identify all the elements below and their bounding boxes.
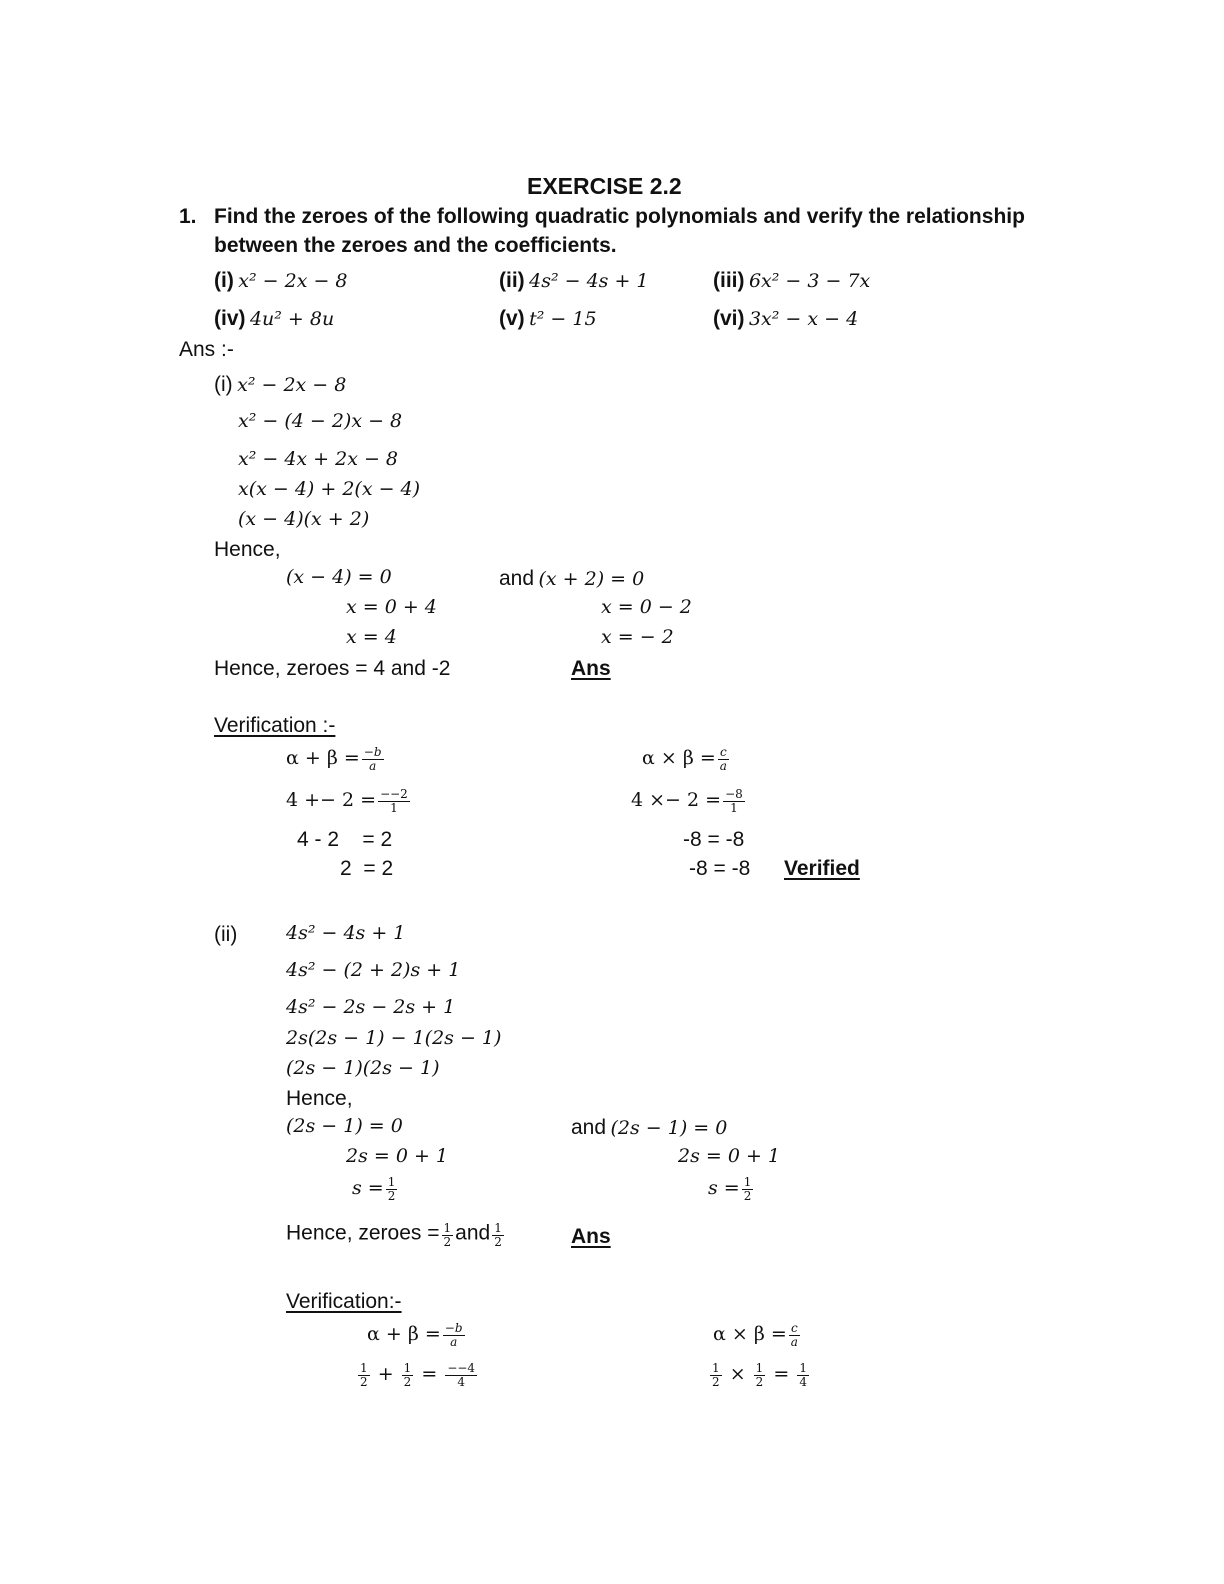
eq-lhs: s = (352, 1177, 384, 1200)
times-sign: × (729, 1363, 746, 1386)
and-label: and (455, 1221, 491, 1245)
solution-ii-step-1: 4s² − 4s + 1 (286, 922, 406, 944)
part-expr: x² − 2x − 8 (238, 270, 348, 292)
eq-expr: (x + 2) = 0 (538, 568, 645, 590)
left-eq-3: x = 4 (346, 626, 397, 648)
numerator: 1 (443, 1221, 452, 1235)
denominator: a (369, 758, 377, 773)
denominator: 2 (743, 1188, 752, 1203)
fraction (492, 1222, 504, 1248)
ans-marker: Ans (571, 1225, 611, 1248)
solution-ii-step-4: 2s(2s − 1) − 1(2s − 1) (286, 1027, 502, 1049)
hence-label: Hence, (214, 538, 281, 561)
fraction (386, 1176, 398, 1202)
denominator: 1 (390, 800, 398, 815)
fraction (445, 1362, 477, 1388)
numerator: 1 (712, 1361, 720, 1375)
denominator: 1 (730, 800, 738, 815)
solution-i-step-2: x² − (4 − 2)x − 8 (238, 410, 403, 432)
right-eq-2: x = 0 − 2 (601, 596, 692, 618)
part-expr: 4u² + 8u (249, 308, 335, 330)
left-eq-2: 2s = 0 + 1 (346, 1145, 449, 1167)
page-title: EXERCISE 2.2 (527, 173, 682, 199)
denominator: 4 (799, 1374, 807, 1389)
part-label: (v) (499, 307, 525, 330)
part-expr: 3x² − x − 4 (748, 308, 859, 330)
right-eq-3: x = − 2 (601, 626, 674, 648)
numerator: c (790, 1321, 798, 1335)
fraction (797, 1362, 809, 1388)
sum-result: 2 = 2 (340, 857, 394, 880)
sum-simplify: 4 - 2 = 2 (297, 828, 393, 851)
part-label: (i) (214, 269, 234, 292)
left-eq-1: (x − 4) = 0 (286, 566, 392, 588)
fraction (710, 1362, 722, 1388)
part-iii (713, 270, 870, 291)
product-lhs: α × β = (642, 747, 716, 770)
solution-i-step-3: x² − 4x + 2x − 8 (238, 448, 399, 470)
solution-ii-step-3: 4s² − 2s − 2s + 1 (286, 996, 456, 1018)
fraction (358, 1362, 370, 1388)
product-result: -8 = -8 (689, 857, 751, 880)
part-expr: 4s² − 4s + 1 (529, 270, 649, 292)
product-relation (713, 1322, 802, 1348)
numerator: −−2 (380, 787, 408, 801)
right-eq-2: 2s = 0 + 1 (678, 1145, 781, 1167)
part-label: (vi) (713, 307, 745, 330)
part-label: (iii) (713, 269, 745, 292)
hence-label: Hence, (286, 1087, 353, 1110)
and-label: and (571, 1116, 607, 1139)
part-expr: t² − 15 (529, 308, 597, 330)
fraction (443, 1322, 465, 1348)
numerator: −8 (725, 787, 743, 801)
fraction (378, 788, 410, 814)
fraction (723, 788, 745, 814)
sum-substitution (286, 788, 412, 814)
sum-lhs: α + β = (367, 1323, 441, 1346)
numerator: −b (444, 1321, 463, 1335)
eq-lhs: s = (708, 1177, 740, 1200)
zeroes-result (286, 1222, 506, 1248)
product-lhs: α × β = (713, 1323, 787, 1346)
ans-label: Ans :- (179, 338, 234, 361)
zeroes-result: Hence, zeroes = 4 and -2 (214, 657, 451, 680)
solution-ii-step-5: (2s − 1)(2s − 1) (286, 1057, 440, 1079)
numerator: 1 (360, 1361, 368, 1375)
verified-marker: Verified (784, 857, 860, 880)
solution-i-step-5: (x − 4)(x + 2) (238, 508, 370, 530)
denominator: 4 (457, 1374, 465, 1389)
denominator: 2 (494, 1234, 502, 1249)
right-eq-1 (571, 1117, 727, 1138)
plus-sign: + (377, 1363, 394, 1386)
eq-expr: (2s − 1) = 0 (610, 1117, 728, 1139)
part-label: (ii) (499, 269, 525, 292)
denominator: a (450, 1334, 458, 1349)
denominator: 2 (712, 1374, 720, 1389)
equals-sign: = (773, 1363, 790, 1386)
fraction (718, 746, 729, 772)
equals-sign: = (421, 1363, 438, 1386)
numerator: 1 (743, 1175, 752, 1189)
part-label: (iv) (214, 307, 246, 330)
sum-relation (286, 746, 386, 772)
sum-relation (367, 1322, 467, 1348)
solution-ii-label: (ii) (214, 923, 238, 946)
numerator: 1 (494, 1221, 502, 1235)
numerator: 1 (755, 1361, 764, 1375)
numerator: −b (363, 745, 382, 759)
verification-heading: Verification:- (286, 1290, 402, 1313)
fraction (742, 1176, 754, 1202)
product-substitution (708, 1362, 811, 1388)
left-eq-3 (352, 1176, 399, 1202)
product-simplify: -8 = -8 (683, 828, 745, 851)
denominator: a (790, 1334, 798, 1349)
ans-marker: Ans (571, 657, 611, 680)
numerator: 1 (403, 1361, 412, 1375)
denominator: 2 (443, 1234, 452, 1249)
numerator: 1 (799, 1361, 807, 1375)
right-eq-3 (708, 1176, 755, 1202)
product-lhs: 4 ×− 2 = (631, 789, 722, 812)
zeroes-prefix: Hence, zeroes = (286, 1221, 440, 1245)
part-vi (713, 308, 858, 329)
fraction (754, 1362, 766, 1388)
solution-i-step-4: x(x − 4) + 2(x − 4) (238, 478, 421, 500)
denominator: 2 (387, 1188, 396, 1203)
product-substitution (631, 788, 747, 814)
part-iv (214, 308, 334, 329)
product-relation (642, 746, 731, 772)
left-eq-2: x = 0 + 4 (346, 596, 437, 618)
denominator: 2 (755, 1374, 764, 1389)
verification-heading: Verification :- (214, 714, 336, 737)
sum-lhs: α + β = (286, 747, 360, 770)
numerator: 1 (387, 1175, 396, 1189)
left-eq-1: (2s − 1) = 0 (286, 1115, 403, 1137)
part-v (499, 308, 597, 329)
fraction (442, 1222, 454, 1248)
question-line-2: between the zeroes and the coefficients. (214, 234, 617, 257)
solution-i-step-1 (214, 374, 346, 395)
part-i (214, 270, 348, 291)
fraction (789, 1322, 800, 1348)
part-expr: 6x² − 3 − 7x (748, 270, 871, 292)
denominator: 2 (360, 1374, 368, 1389)
sum-substitution (356, 1362, 479, 1388)
numerator: −−4 (447, 1361, 476, 1375)
fraction (362, 746, 384, 772)
denominator: 2 (403, 1374, 412, 1389)
solution-ii-step-2: 4s² − (2 + 2)s + 1 (286, 959, 461, 981)
and-label: and (499, 567, 535, 590)
right-eq-1 (499, 568, 644, 589)
solution-label: (i) (214, 373, 233, 396)
numerator: c (719, 745, 727, 759)
step-expr: x² − 2x − 8 (237, 374, 347, 396)
fraction (402, 1362, 414, 1388)
question-line-1: Find the zeroes of the following quadratic polynomials and verify the relationship (214, 205, 1025, 228)
denominator: a (719, 758, 727, 773)
question-number: 1. (179, 205, 197, 228)
part-ii (499, 270, 649, 291)
sum-lhs: 4 +− 2 = (286, 789, 377, 812)
